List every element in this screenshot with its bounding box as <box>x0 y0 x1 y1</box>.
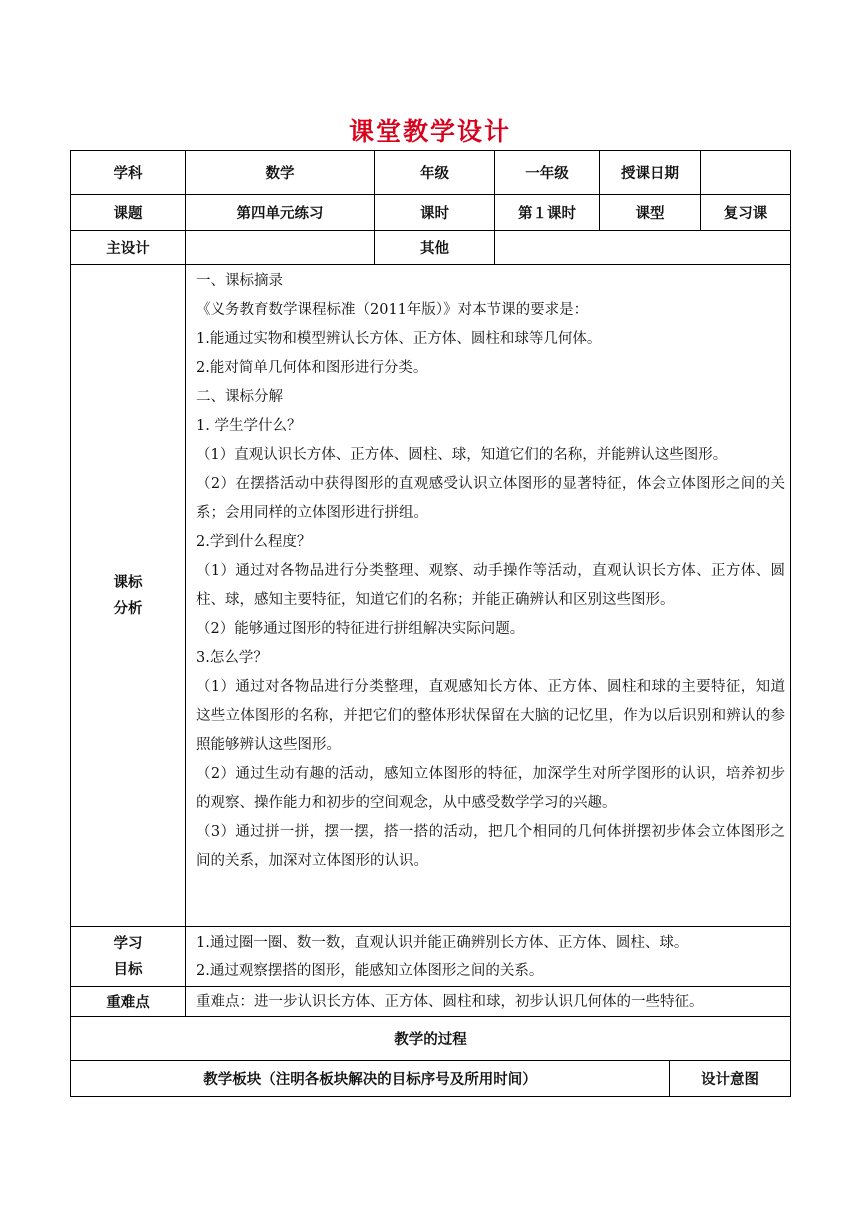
standards-content <box>186 265 791 927</box>
page-title: 课堂教学设计 <box>348 117 511 146</box>
standards-line: 2.能对简单几何体和图形进行分类。 <box>196 360 428 376</box>
teaching-block-label: 教学板块（注明各板块解决的目标序号及所用时间） <box>71 1061 670 1097</box>
topic-value: 第四单元练习 <box>186 195 375 231</box>
key-points-content: 重难点：进一步认识长方体、正方体、圆柱和球，初步认识几何体的一些特征。 <box>186 987 791 1017</box>
objectives-content <box>186 927 791 987</box>
standards-line: （2）能够通过图形的特征进行拼组解决实际问题。 <box>196 621 525 637</box>
subject-value: 数学 <box>186 151 375 195</box>
table-row <box>71 987 791 1017</box>
type-value: 复习课 <box>701 195 791 231</box>
table-row <box>71 231 791 265</box>
designer-value <box>186 231 375 265</box>
standards-line: 《义务教育数学课程标准（2011年版）》对本节课的要求是： <box>196 302 589 318</box>
standards-line: 3.怎么学？ <box>196 650 268 666</box>
other-value <box>495 231 791 265</box>
subject-label: 学科 <box>71 151 186 195</box>
standards-line: （3）通过拼一拼，摆一摆，搭一搭的活动，把几个相同的几何体拼摆初步体会立体图形之间的关系，加深对立体图形的认识。 <box>196 824 785 869</box>
table-row <box>71 151 791 195</box>
period-value: 第１课时 <box>495 195 600 231</box>
objectives-label: 学习 目标 <box>71 927 186 987</box>
grade-label: 年级 <box>375 151 495 195</box>
standards-line: 一、课标摘录 <box>196 273 283 289</box>
date-value <box>701 151 791 195</box>
table-row <box>71 1017 791 1061</box>
standards-line: 1. 学生学什么？ <box>196 418 302 434</box>
standards-label: 课标 分析 <box>71 265 186 927</box>
standards-line: 2.学到什么程度？ <box>196 534 312 550</box>
topic-label: 课题 <box>71 195 186 231</box>
date-label: 授课日期 <box>600 151 701 195</box>
standards-line: 二、课标分解 <box>196 389 283 405</box>
process-heading: 教学的过程 <box>71 1017 791 1061</box>
period-label: 课时 <box>375 195 495 231</box>
table-row <box>71 195 791 231</box>
lesson-plan-table <box>70 150 791 1097</box>
standards-line: （1）直观认识长方体、正方体、圆柱、球，知道它们的名称，并能辨认这些图形。 <box>196 447 728 463</box>
type-label: 课型 <box>600 195 701 231</box>
standards-line: （2）通过生动有趣的活动，感知立体图形的特征，加深学生对所学图形的认识，培养初步的观察、操作能力和初步的空间观念，从中感受数学学习的兴趣。 <box>196 766 785 811</box>
standards-line: （2）在摆搭活动中获得图形的直观感受认识立体图形的显著特征，体会立体图形之间的关系；会用同样的立体图形进行拼组。 <box>196 476 785 521</box>
table-row <box>71 1061 791 1097</box>
designer-label: 主设计 <box>71 231 186 265</box>
standards-line: （1）通过对各物品进行分类整理，直观感知长方体、正方体、圆柱和球的主要特征，知道这些立体图形的名称，并把它们的整体形状保留在大脑的记忆里，作为以后识别和辨认的参照能够辨认这些图形。 <box>196 679 785 753</box>
grade-value: 一年级 <box>495 151 600 195</box>
objective-line: 1.通过圈一圈、数一数，直观认识并能正确辨别长方体、正方体、圆柱、球。 <box>196 934 689 951</box>
table-row <box>71 927 791 987</box>
design-intent-label: 设计意图 <box>670 1061 791 1097</box>
table-row <box>71 265 791 927</box>
objective-line: 2.通过观察摆搭的图形，能感知立体图形之间的关系。 <box>196 962 544 979</box>
other-label: 其他 <box>375 231 495 265</box>
standards-line: 1.能通过实物和模型辨认长方体、正方体、圆柱和球等几何体。 <box>196 331 602 347</box>
key-points-label: 重难点 <box>71 987 186 1017</box>
standards-line: （1）通过对各物品进行分类整理、观察、动手操作等活动，直观认识长方体、正方体、圆柱、球，感知主要特征，知道它们的名称；并能正确辨认和区别这些图形。 <box>196 563 785 608</box>
